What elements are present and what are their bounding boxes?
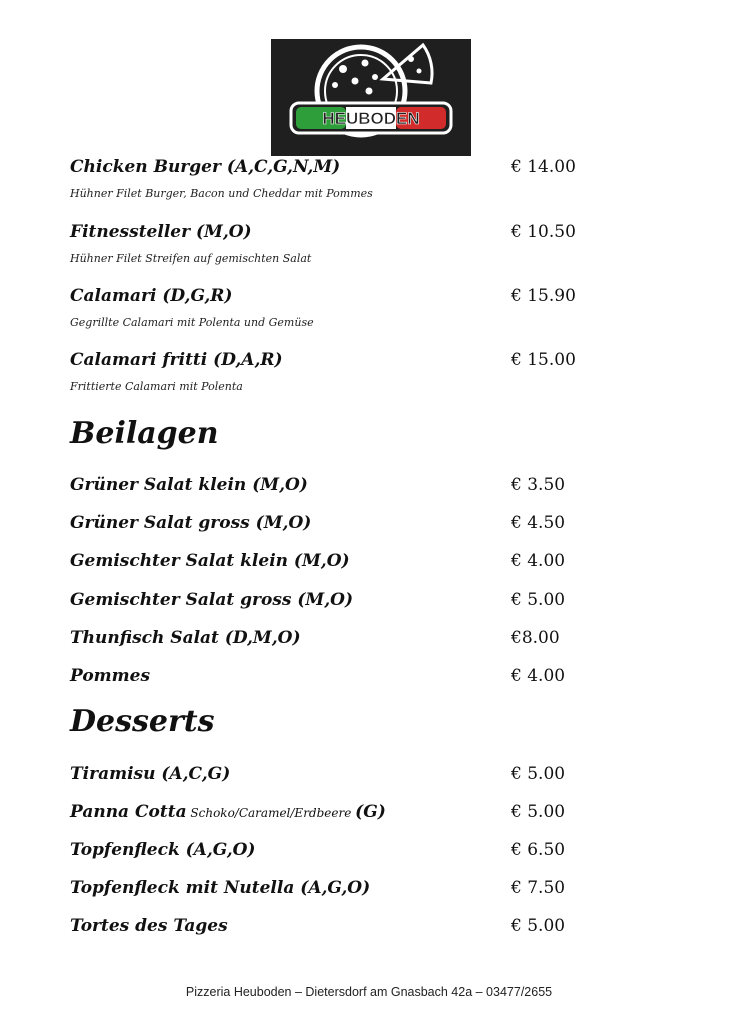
item-name	[70, 802, 386, 822]
section-heading-sides: Beilagen	[70, 416, 219, 451]
item-price: € 5.00	[511, 590, 566, 610]
restaurant-logo	[271, 39, 471, 156]
item-price: € 14.00	[511, 157, 576, 177]
item-description: Hühner Filet Streifen auf gemischten Salat	[70, 252, 312, 265]
item-price: € 15.90	[511, 286, 576, 306]
item-name: Grüner Salat klein (M,O)	[70, 475, 308, 495]
item-name: Topfenfleck mit Nutella (A,G,O)	[70, 878, 371, 898]
item-price: € 7.50	[511, 878, 566, 898]
pizza-logo-icon	[271, 39, 471, 156]
item-name: Thunfisch Salat (D,M,O)	[70, 628, 301, 648]
item-name-main: Panna Cotta	[70, 802, 187, 822]
item-price: € 15.00	[511, 350, 576, 370]
item-name: Pommes	[70, 666, 151, 686]
item-name: Calamari (D,G,R)	[70, 286, 233, 306]
item-price: € 5.00	[511, 916, 566, 936]
section-heading-desserts: Desserts	[70, 704, 215, 739]
logo-brand-text: HEUBODEN	[322, 109, 420, 128]
item-name: Tiramisu (A,C,G)	[70, 764, 231, 784]
item-description: Gegrillte Calamari mit Polenta und Gemüse	[70, 316, 314, 329]
item-name: Grüner Salat gross (M,O)	[70, 513, 312, 533]
item-price: € 4.00	[511, 551, 566, 571]
item-name: Gemischter Salat klein (M,O)	[70, 551, 350, 571]
item-description: Frittierte Calamari mit Polenta	[70, 380, 243, 393]
item-name: Topfenfleck (A,G,O)	[70, 840, 256, 860]
item-price: € 5.00	[511, 802, 566, 822]
item-allergens: (G)	[355, 802, 386, 822]
item-name: Gemischter Salat gross (M,O)	[70, 590, 354, 610]
item-description: Hühner Filet Burger, Bacon und Cheddar mit Pommes	[70, 187, 373, 200]
item-variants: Schoko/Caramel/Erdbeere	[186, 806, 356, 820]
item-price: € 4.50	[511, 513, 566, 533]
item-price: € 6.50	[511, 840, 566, 860]
footer-contact: Pizzeria Heuboden – Dietersdorf am Gnasbach 42a – 03477/2655	[185, 985, 553, 999]
item-price: € 5.00	[511, 764, 566, 784]
item-price: € 4.00	[511, 666, 566, 686]
item-name: Chicken Burger (A,C,G,N,M)	[70, 157, 341, 177]
item-price: € 10.50	[511, 222, 576, 242]
item-name: Fitnessteller (M,O)	[70, 222, 252, 242]
item-price: € 3.50	[511, 475, 566, 495]
item-name: Tortes des Tages	[70, 916, 228, 936]
item-name: Calamari fritti (D,A,R)	[70, 350, 283, 370]
item-price: €8.00	[511, 628, 560, 648]
